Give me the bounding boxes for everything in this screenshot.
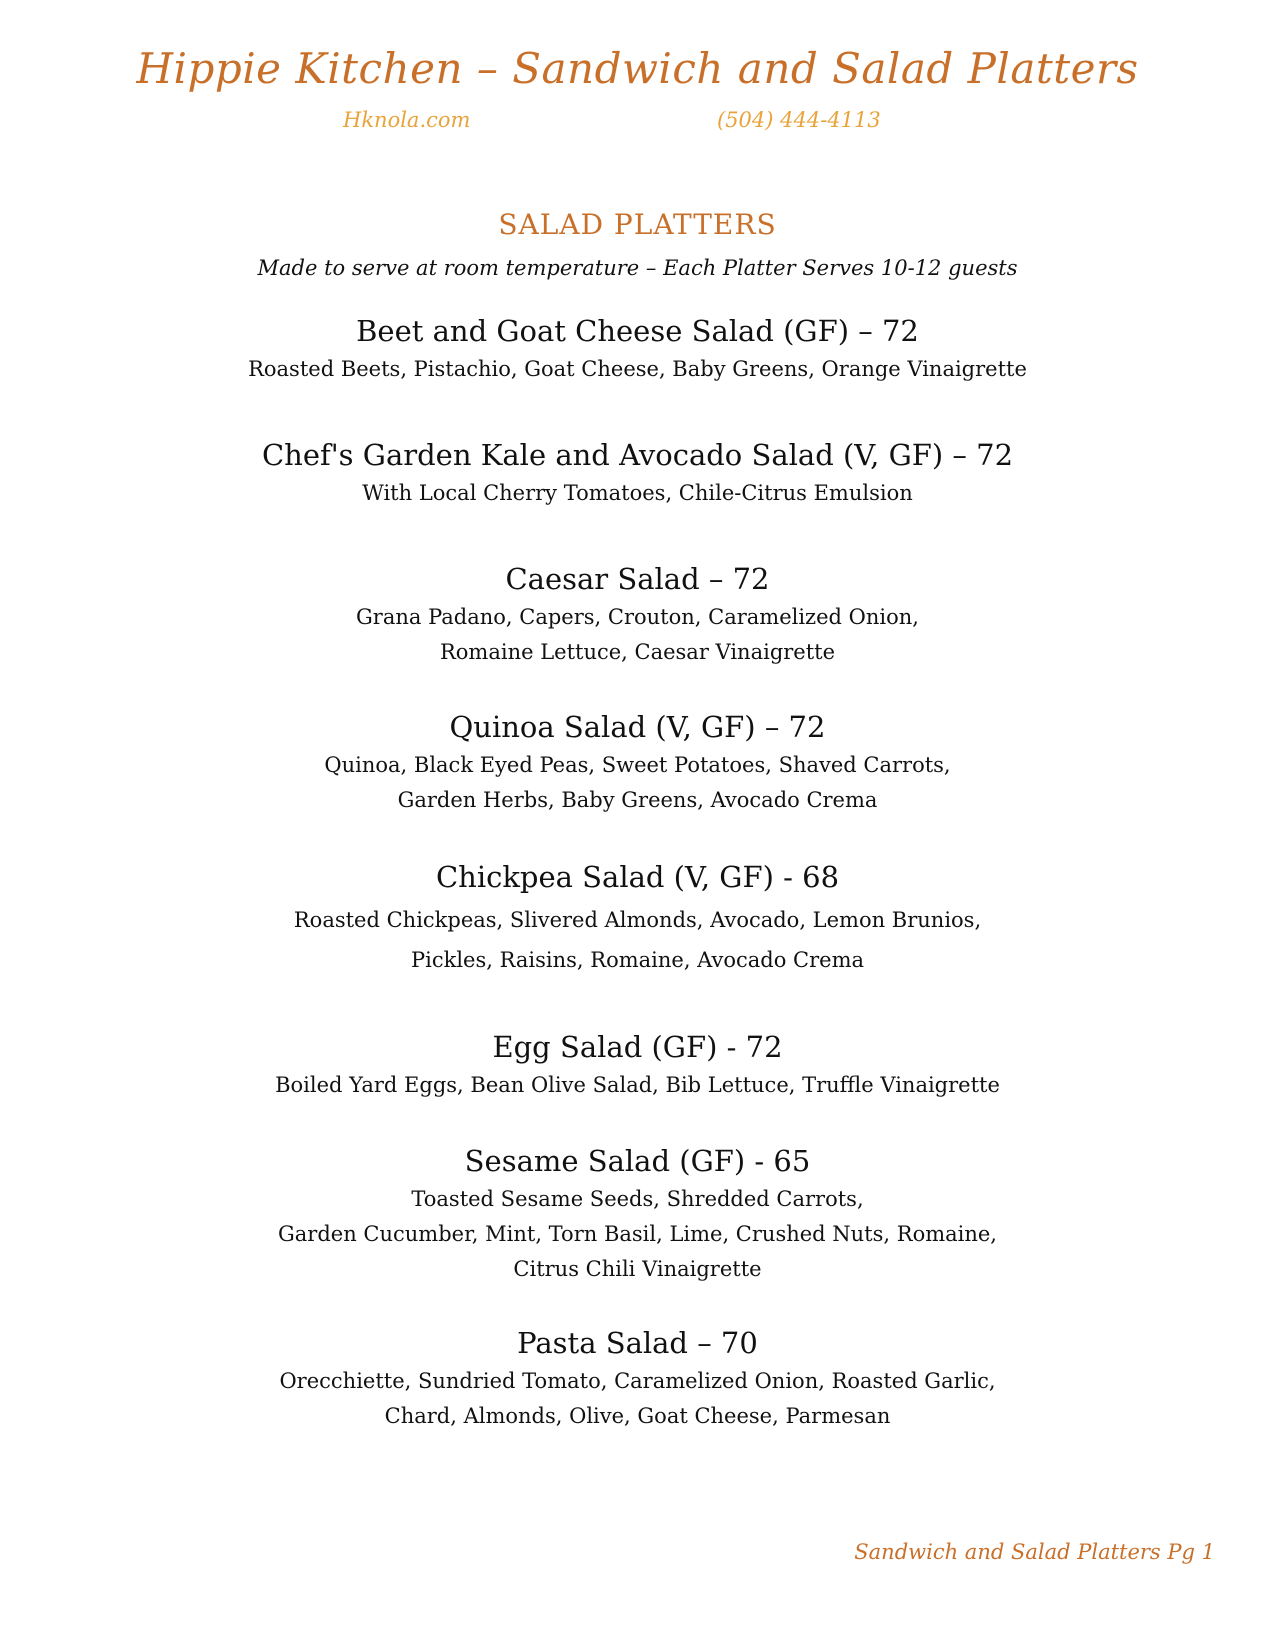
menu-item (0, 858, 1275, 980)
description-line: Garden Cucumber, Mint, Torn Basil, Lime, Crushed Nuts, Romaine, (278, 1222, 997, 1246)
description-line: Pickles, Raisins, Romaine, Avocado Crema (410, 948, 865, 972)
menu-item-name: Quinoa Salad (V, GF) – 72 (449, 710, 826, 744)
phone-number: (504) 444-4113 (717, 108, 881, 132)
menu-item (0, 708, 1275, 818)
menu-item-name: Chickpea Salad (V, GF) - 68 (435, 860, 840, 894)
menu-item-description (0, 748, 1275, 818)
menu-item (0, 312, 1275, 387)
description-line: Garden Herbs, Baby Greens, Avocado Crema (397, 788, 878, 812)
page-title: Hippie Kitchen – Sandwich and Salad Platters (136, 44, 1139, 93)
description-line: Roasted Chickpeas, Slivered Almonds, Avocado, Lemon Brunios, (293, 908, 982, 932)
description-line: With Local Cherry Tomatoes, Chile-Citrus Emulsion (362, 481, 913, 505)
description-line: Orecchiette, Sundried Tomato, Caramelized Onion, Roasted Garlic, (279, 1369, 996, 1393)
menu-item (0, 436, 1275, 511)
menu-item-description (0, 352, 1275, 387)
menu-item-name: Chef's Garden Kale and Avocado Salad (V, GF) – 72 (261, 438, 1014, 472)
section-title: SALAD PLATTERS (498, 208, 777, 241)
menu-item-name: Beet and Goat Cheese Salad (GF) – 72 (356, 314, 919, 348)
menu-item-name: Pasta Salad – 70 (517, 1326, 758, 1360)
menu-item (0, 560, 1275, 670)
section-subtitle: Made to serve at room temperature – Each Platter Serves 10-12 guests (257, 256, 1018, 280)
menu-item (0, 1142, 1275, 1287)
menu-item-name: Caesar Salad – 72 (505, 562, 770, 596)
menu-item-name: Sesame Salad (GF) - 65 (464, 1144, 811, 1178)
menu-item-description (0, 476, 1275, 511)
website-link[interactable]: Hknola.com (343, 108, 471, 132)
description-line: Boiled Yard Eggs, Bean Olive Salad, Bib Lettuce, Truffle Vinaigrette (275, 1073, 1000, 1097)
description-line: Chard, Almonds, Olive, Goat Cheese, Parmesan (384, 1404, 891, 1428)
menu-item-description (0, 1182, 1275, 1287)
menu-item-description (0, 1364, 1275, 1434)
description-line: Roasted Beets, Pistachio, Goat Cheese, Baby Greens, Orange Vinaigrette (248, 357, 1027, 381)
menu-item (0, 1028, 1275, 1103)
menu-item-description (0, 900, 1275, 980)
menu-item-name: Egg Salad (GF) - 72 (492, 1030, 783, 1064)
description-line: Grana Padano, Capers, Crouton, Caramelized Onion, (356, 605, 919, 629)
description-line: Citrus Chili Vinaigrette (513, 1257, 762, 1281)
menu-item-description (0, 1068, 1275, 1103)
menu-item (0, 1324, 1275, 1434)
description-line: Romaine Lettuce, Caesar Vinaigrette (439, 640, 836, 664)
page-footer: Sandwich and Salad Platters Pg 1 (854, 1540, 1215, 1564)
menu-item-description (0, 600, 1275, 670)
description-line: Toasted Sesame Seeds, Shredded Carrots, (411, 1187, 864, 1211)
description-line: Quinoa, Black Eyed Peas, Sweet Potatoes, Shaved Carrots, (324, 753, 951, 777)
